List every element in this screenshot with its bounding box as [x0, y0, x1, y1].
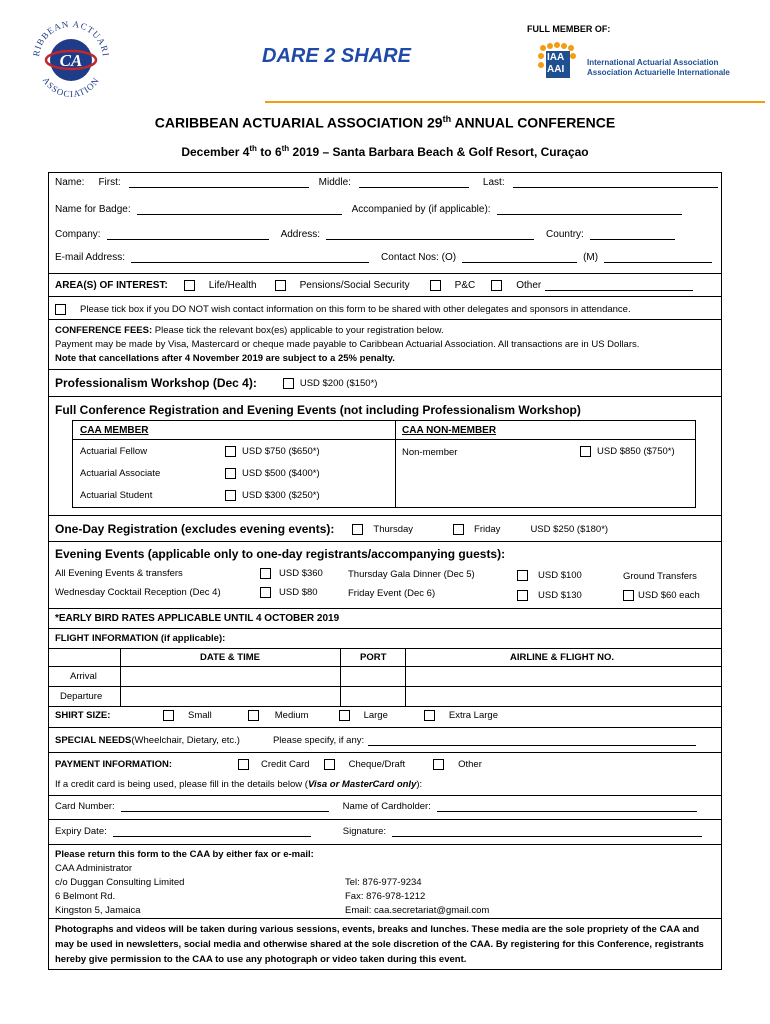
- country-label: Country:: [546, 229, 584, 240]
- cardholder-field[interactable]: [437, 802, 697, 812]
- pensions-label: Pensions/Social Security: [299, 280, 410, 291]
- other-payment-label: Other: [458, 759, 482, 770]
- fax-line: Fax: 876-978-1212: [345, 891, 426, 902]
- tel-line: Tel: 876-977-9234: [345, 877, 422, 888]
- return-line-2: c/o Duggan Consulting Limited: [55, 877, 185, 888]
- accompanied-label: Accompanied by (if applicable):: [351, 204, 491, 215]
- dare-to-share-heading: DARE 2 SHARE: [262, 45, 411, 67]
- name-label: Name:: [55, 177, 85, 188]
- conference-title: [0, 114, 770, 131]
- ground-row: [623, 590, 700, 601]
- date-sup-1: th: [249, 144, 257, 153]
- mobile-label: (M): [583, 252, 599, 263]
- fellow-row: [80, 446, 320, 457]
- flight-col-rule: [405, 648, 406, 706]
- workshop-price: USD $200 ($150*): [299, 377, 378, 389]
- mobile-phone-field[interactable]: [604, 253, 712, 263]
- date-a: December 4: [181, 145, 250, 159]
- pc-label: P&C: [454, 280, 476, 291]
- shirt-label: SHIRT SIZE:: [55, 710, 111, 721]
- member-divider: [395, 420, 396, 508]
- nonmember-price: USD $850 ($750*): [597, 446, 675, 457]
- all-evening-price: USD $360: [279, 568, 323, 579]
- badge-field[interactable]: [137, 205, 342, 215]
- wed-row: [55, 587, 318, 598]
- note-b: Visa or MasterCard only: [307, 779, 417, 790]
- fri-event-row: [517, 590, 582, 601]
- divider: [48, 396, 722, 397]
- return-title: Please return this form to the CAA by either fax or e-mail:: [55, 849, 314, 860]
- ground-checkbox[interactable]: [623, 590, 634, 601]
- medium-checkbox[interactable]: [248, 710, 259, 721]
- cheque-checkbox[interactable]: [324, 759, 335, 770]
- consent-text: Please tick box if you DO NOT wish contact information on this form to be shared with other delegates and sponsors in attendance.: [80, 304, 631, 315]
- student-checkbox[interactable]: [225, 490, 236, 501]
- divider: [48, 918, 722, 919]
- note-a: If a credit card is being used, please fill in the details below (: [55, 779, 308, 790]
- card-number-row: [55, 801, 697, 812]
- life-label: Life/Health: [208, 280, 257, 291]
- associate-checkbox[interactable]: [225, 468, 236, 479]
- wed-checkbox[interactable]: [260, 587, 271, 598]
- large-label: Large: [363, 710, 388, 721]
- return-line-3: 6 Belmont Rd.: [55, 891, 116, 902]
- card-number-label: Card Number:: [55, 801, 115, 812]
- other-interest-field[interactable]: [545, 281, 693, 291]
- name-row: [55, 177, 718, 188]
- address-field[interactable]: [326, 230, 534, 240]
- full-conference-title: Full Conference Registration and Evening Events (not including Professionalism Workshop): [55, 403, 581, 417]
- svg-text:CARIBBEAN ACTUARIAL: RIBBEAN ACTUARI: [31, 18, 111, 58]
- fellow-price: USD $750 ($650*): [242, 446, 320, 457]
- student-label: Actuarial Student: [80, 490, 153, 501]
- note-c: ):: [416, 779, 423, 790]
- date-c: 2019 – Santa Barbara Beach & Golf Resort, Curaçao: [289, 145, 589, 159]
- small-checkbox[interactable]: [163, 710, 174, 721]
- friday-checkbox[interactable]: [453, 524, 464, 535]
- large-checkbox[interactable]: [339, 710, 350, 721]
- credit-card-note: [55, 779, 422, 790]
- header-rule: [265, 101, 765, 103]
- specify-label: Please specify, if any:: [272, 735, 365, 746]
- title-text-end: ANNUAL CONFERENCE: [451, 114, 616, 131]
- oneday-row: [55, 522, 608, 536]
- ground-label: Ground Transfers: [623, 571, 697, 582]
- iaa-name-en: International Actuarial Association: [587, 58, 719, 67]
- svg-text:ASSOCIATION: ASSOCIATION: [40, 75, 102, 100]
- nonmember-label: Non-member: [402, 447, 458, 458]
- date-b: to 6: [256, 145, 282, 159]
- credit-card-label: Credit Card: [261, 759, 310, 770]
- associate-label: Actuarial Associate: [80, 468, 161, 479]
- associate-price: USD $500 ($400*): [242, 468, 320, 479]
- flight-table-top: [48, 648, 722, 649]
- departure-label: Departure: [60, 691, 103, 702]
- pensions-checkbox[interactable]: [275, 280, 286, 291]
- fees-line2: Payment may be made by Visa, Mastercard or cheque made payable to Caribbean Actuarial Association. All transactions are in US Dollars.: [55, 339, 640, 350]
- email-line: Email: caa.secretariat@gmail.com: [345, 905, 490, 916]
- wed-price: USD $80: [279, 587, 318, 598]
- company-row: [55, 229, 675, 240]
- caa-member-heading: CAA MEMBER: [80, 425, 149, 436]
- ground-price: USD $60 each: [638, 590, 700, 601]
- interest-label: AREA(S) OF INTEREST:: [55, 280, 168, 291]
- special-needs-row: [55, 735, 696, 746]
- pc-checkbox[interactable]: [430, 280, 441, 291]
- payment-row: [55, 759, 482, 770]
- middle-label: Middle:: [318, 177, 351, 188]
- badge-row: [55, 204, 682, 215]
- return-line-4: Kingston 5, Jamaica: [55, 905, 141, 916]
- other-payment-checkbox[interactable]: [433, 759, 444, 770]
- fri-event-checkbox[interactable]: [517, 590, 528, 601]
- shirt-row: [55, 710, 498, 721]
- return-line-1: CAA Administrator: [55, 863, 133, 874]
- fees-block: [55, 324, 639, 366]
- divider: [48, 541, 722, 542]
- associate-row: [80, 468, 320, 479]
- date-sup-2: th: [281, 144, 290, 153]
- caa-logo: [25, 13, 117, 105]
- fees-line3: Note that cancellations after 4 November 2019 are subject to a 25% penalty.: [55, 353, 395, 364]
- first-name-field[interactable]: [129, 178, 309, 188]
- flight-col-port: PORT: [360, 652, 387, 663]
- arrival-label: Arrival: [70, 671, 97, 682]
- caa-nonmember-heading: CAA NON-MEMBER: [402, 425, 497, 436]
- all-evening-checkbox[interactable]: [260, 568, 271, 579]
- flight-title: FLIGHT INFORMATION (if applicable):: [55, 633, 226, 644]
- all-evening-label: All Evening Events & transfers: [55, 568, 183, 579]
- friday-label: Friday: [474, 523, 501, 535]
- gala-row: [517, 570, 582, 581]
- contact-block: [345, 876, 489, 918]
- divider: [48, 319, 722, 320]
- return-block: [55, 848, 314, 918]
- cardholder-label: Name of Cardholder:: [342, 801, 431, 812]
- member-header-rule: [72, 439, 696, 440]
- gala-checkbox[interactable]: [517, 570, 528, 581]
- flight-table-rule: [48, 666, 722, 667]
- workshop-checkbox[interactable]: [283, 378, 294, 389]
- fellow-label: Actuarial Fellow: [80, 446, 148, 457]
- life-checkbox[interactable]: [184, 280, 195, 291]
- flight-col-date: DATE & TIME: [200, 652, 260, 663]
- thursday-label: Thursday: [373, 523, 414, 535]
- divider: [48, 273, 722, 274]
- all-evening-row: [55, 568, 323, 579]
- divider: [48, 795, 722, 796]
- thursday-checkbox[interactable]: [352, 524, 363, 535]
- oneday-label: One-Day Registration (excludes evening events):: [55, 522, 335, 536]
- consent-checkbox[interactable]: [55, 304, 66, 315]
- fees-label: CONFERENCE FEES:: [55, 325, 153, 336]
- iaa-letters: IAA: [547, 52, 565, 63]
- fellow-checkbox[interactable]: [225, 446, 236, 457]
- badge-label: Name for Badge:: [55, 204, 131, 215]
- interest-row: [55, 280, 693, 291]
- student-price: USD $300 ($250*): [242, 490, 320, 501]
- workshop-label: Professionalism Workshop (Dec 4):: [55, 376, 257, 390]
- signature-field[interactable]: [392, 827, 702, 837]
- office-phone-field[interactable]: [462, 253, 577, 263]
- cheque-label: Cheque/Draft: [348, 759, 406, 770]
- special-needs-field[interactable]: [368, 736, 696, 746]
- nonmember-checkbox[interactable]: [580, 446, 591, 457]
- divider: [48, 819, 722, 820]
- divider: [48, 727, 722, 728]
- gala-price: USD $100: [538, 570, 582, 581]
- consent-row: [55, 304, 631, 315]
- oneday-price: USD $250 ($180*): [530, 523, 609, 535]
- flight-table-rule: [48, 686, 722, 687]
- fri-event-price: USD $130: [538, 590, 582, 601]
- svg-text:CA: CA: [59, 51, 83, 70]
- evening-title: Evening Events (applicable only to one-day registrants/accompanying guests):: [55, 547, 506, 561]
- xl-label: Extra Large: [448, 710, 498, 721]
- nonmember-row: [580, 446, 675, 457]
- expiry-row: [55, 826, 702, 837]
- photo-disclaimer: Photographs and videos will be taken during various sessions, events, breaks and lunches. These media are the sole propriety of the CAA and may be used in newsletters, social media and otherwise shared at the sole discretion of the CAA. By registering for this Conference, registrants hereby give permission to the CAA to use any photograph or video taken during this event.: [55, 924, 704, 965]
- flight-table-bottom: [48, 706, 722, 707]
- iaa-name-fr: Association Actuarielle Internationale: [587, 68, 730, 77]
- full-member-label: FULL MEMBER OF:: [527, 24, 611, 34]
- special-detail: (Wheelchair, Dietary, etc.): [131, 735, 240, 746]
- fees-line1: Please tick the relevant box(es) applicable to your registration below.: [152, 325, 444, 336]
- divider: [48, 844, 722, 845]
- xl-checkbox[interactable]: [424, 710, 435, 721]
- expiry-label: Expiry Date:: [55, 826, 107, 837]
- aai-letters: AAI: [547, 64, 565, 75]
- company-field[interactable]: [107, 230, 269, 240]
- title-text: CARIBBEAN ACTUARIAL ASSOCIATION 29: [154, 114, 443, 131]
- payment-label: PAYMENT INFORMATION:: [55, 759, 172, 770]
- student-row: [80, 490, 320, 501]
- signature-label: Signature:: [342, 826, 387, 837]
- fri-event-label: Friday Event (Dec 6): [348, 588, 436, 599]
- credit-card-checkbox[interactable]: [238, 759, 249, 770]
- company-label: Company:: [55, 229, 101, 240]
- special-label: SPECIAL NEEDS: [55, 735, 132, 746]
- email-label: E-mail Address:: [55, 252, 126, 263]
- middle-name-field[interactable]: [359, 178, 469, 188]
- divider: [48, 515, 722, 516]
- contact-label: Contact Nos: (O): [381, 252, 457, 263]
- divider: [48, 628, 722, 629]
- divider: [48, 752, 722, 753]
- early-bird-note: *EARLY BIRD RATES APPLICABLE UNTIL 4 OCTOBER 2019: [55, 613, 340, 624]
- gala-label: Thursday Gala Dinner (Dec 5): [348, 569, 475, 580]
- medium-label: Medium: [274, 710, 309, 721]
- iaa-logo: [537, 40, 587, 80]
- divider: [48, 296, 722, 297]
- first-label: First:: [98, 177, 121, 188]
- workshop-row: [55, 376, 377, 390]
- email-row: [55, 252, 712, 263]
- other-interest-checkbox[interactable]: [491, 280, 502, 291]
- country-field[interactable]: [590, 230, 675, 240]
- expiry-field[interactable]: [113, 827, 311, 837]
- other-interest-label: Other: [516, 280, 542, 291]
- address-label: Address:: [280, 229, 321, 240]
- divider: [48, 369, 722, 370]
- wed-label: Wednesday Cocktail Reception (Dec 4): [55, 587, 221, 598]
- title-sup: th: [442, 114, 452, 124]
- flight-col-rule: [120, 648, 121, 706]
- small-label: Small: [188, 710, 212, 721]
- last-label: Last:: [482, 177, 505, 188]
- flight-col-airline: AIRLINE & FLIGHT NO.: [510, 652, 614, 663]
- flight-col-rule: [340, 648, 341, 706]
- conference-dates: [0, 144, 770, 159]
- accompanied-field[interactable]: [497, 205, 682, 215]
- last-name-field[interactable]: [513, 178, 718, 188]
- card-number-field[interactable]: [121, 802, 329, 812]
- divider: [48, 608, 722, 609]
- email-field[interactable]: [131, 253, 369, 263]
